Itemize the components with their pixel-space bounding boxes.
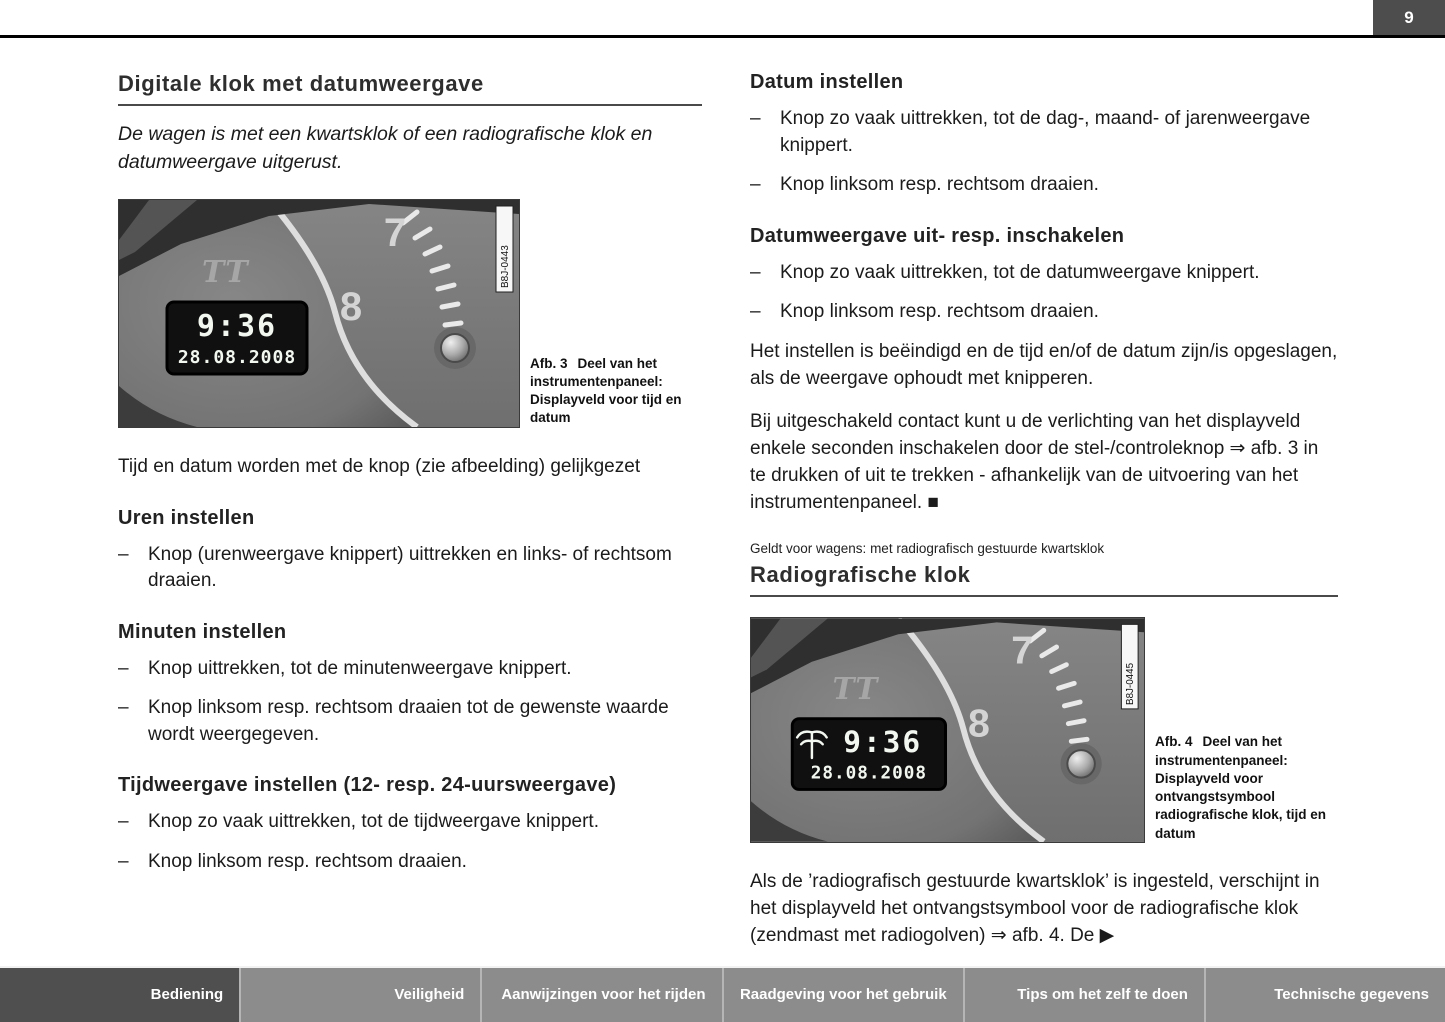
subsection-heading: Datumweergave uit- resp. inschakelen [750,224,1125,247]
intro-text: De wagen is met een kwartsklok of een radiografische klok en datumweergave uitgerust. [118,123,653,174]
instruction-item: – Knop (urenweergave knippert) uittrekken en links- of rechtsom draaien. [118,542,702,595]
instruction-list [118,809,702,875]
section-title: Digitale klok met datumweergave [118,71,702,106]
footer-section-bar [0,966,1445,1022]
figure-3-caption [530,355,702,428]
instruction-item: – Knop zo vaak uittrekken, tot de tijdweergave knippert. [118,809,702,836]
footer-tab-aanwijzingen: Aanwijzingen voor het rijden [480,968,721,1022]
section-title: Radiografische klok [750,562,1338,597]
applicability-note: Geldt voor wagens: met radiografisch gestuurde kwartsklok [750,540,1105,556]
dial-number-7: 7 [1011,628,1034,673]
figure-code-text: B8J-0445 [1125,662,1137,705]
tt-logo: TT [202,254,250,290]
dial-number-8: 8 [968,701,990,746]
footer-tab-bediening: Bediening [0,968,239,1022]
figure-label: Afb. 3 [530,355,568,371]
figure-4-photo [750,617,1145,843]
footer-tab-raadgeving: Raadgeving voor het gebruik [722,968,963,1022]
dial-number-7: 7 [383,210,407,255]
dial-number-8: 8 [339,284,363,329]
figure-code-text: B8J-0443 [500,244,511,288]
instruction-item: – Knop linksom resp. rechtsom draaien. [750,172,1338,199]
left-column [118,71,702,964]
instruction-list [750,106,1338,199]
figure-3-photo [118,199,520,428]
footer-tab-technische-gegevens: Technische gegevens [1204,968,1445,1022]
clock-time: 9:36 [843,724,923,759]
figure-4 [750,617,1338,843]
lcd-display [167,302,307,374]
control-knob [441,334,469,362]
clock-date: 28.08.2008 [810,763,928,784]
right-column [750,71,1338,964]
figure-caption-text: Deel van het instrumentenpaneel: Displayveld voor ontvangstsymbool radiografische klok, tijd en datum [1155,734,1327,841]
figure-code-label [1121,624,1138,708]
figure-caption-text: Deel van het instrumentenpaneel: Displayveld voor tijd en datum [530,355,682,426]
figure-code-label [496,206,513,292]
instrument-cluster-photo [751,618,1144,842]
clock-date: 28.08.2008 [177,346,297,368]
instruction-item: – Knop zo vaak uittrekken, tot de datumweergave knippert. [750,260,1338,287]
instruction-item: – Knop linksom resp. rechtsom draaien tot de gewenste waarde wordt weergegeven. [118,695,702,748]
subsection-heading: Datum instellen [750,71,904,93]
top-rule [0,35,1445,38]
body-paragraph: Tijd en datum worden met de knop (zie afbeelding) gelijkgezet [118,455,641,477]
subsection-heading: Tijdweergave instellen (12- resp. 24-uursweergave) [118,774,617,797]
footer-tab-tips: Tips om het zelf te doen [963,968,1204,1022]
instruction-list [118,542,702,595]
figure-label: Afb. 4 [1155,734,1193,750]
instruction-item: – Knop uittrekken, tot de minutenweergave knippert. [118,656,702,683]
instruction-list [118,656,702,749]
tt-logo: TT [832,670,880,706]
subsection-heading: Uren instellen [118,506,255,529]
body-paragraph: Het instellen is beëindigd en de tijd en/of de datum zijn/is opgeslagen, als de weergave ophoudt met knipperen. [750,340,1338,389]
control-knob [1067,750,1095,778]
clock-time: 9:36 [196,308,278,344]
footer-tab-veiligheid: Veiligheid [239,968,480,1022]
subsection-heading: Minuten instellen [118,620,287,643]
page-content [0,41,1445,964]
instruction-item: – Knop zo vaak uittrekken, tot de dag-, maand- of jarenweergave knippert. [750,106,1338,159]
figure-4-caption [1155,733,1337,842]
body-paragraph: Als de ’radiografisch gestuurde kwartsklok’ is ingesteld, verschijnt in het displayveld het ontvangstsymbool voor de radiografische klok (zendmast met radiogolven) ⇒ afb. 4. De ▶ [750,870,1320,946]
lcd-display [792,718,945,789]
instruction-list [750,260,1338,326]
figure-3 [118,199,702,428]
body-paragraph: Bij uitgeschakeld contact kunt u de verlichting van het displayveld enkele seconden inschakelen door de stel-/controleknop ⇒ afb. 3 in te drukken of uit te trekken - afhankelijk van de uitvoering van het instrumentenpaneel. ■ [750,410,1319,513]
page-number: 9 [1373,0,1445,35]
instrument-cluster-photo [119,200,519,427]
instruction-item: – Knop linksom resp. rechtsom draaien. [118,849,702,876]
instruction-item: – Knop linksom resp. rechtsom draaien. [750,299,1338,326]
